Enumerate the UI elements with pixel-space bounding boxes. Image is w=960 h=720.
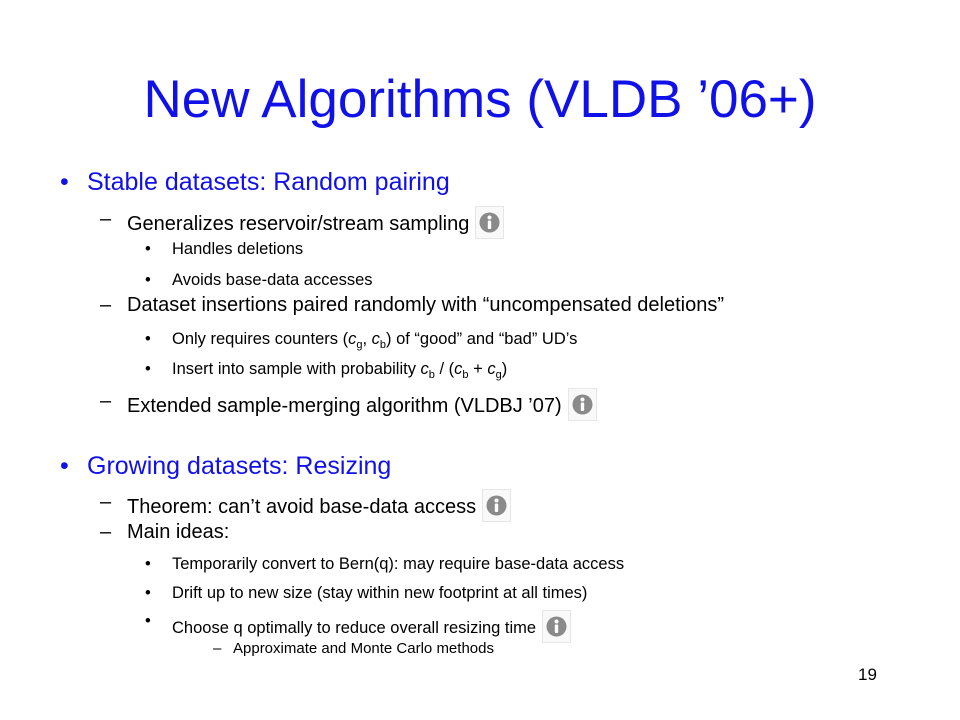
bullet-marker: • [145,555,151,573]
bullet-marker: • [60,452,69,480]
info-icon[interactable] [568,388,597,421]
subsub-text: Choose q optimally to reduce overall resizing time [172,618,537,637]
dash-marker: – [213,640,222,657]
bullet-marker: • [145,240,151,258]
subbullet-line [127,208,504,241]
dash-marker: – [100,208,112,230]
subbullet-text: Theorem: can’t avoid base-data access [127,495,477,518]
dash-marker: – [100,390,112,412]
info-icon[interactable] [542,610,571,643]
bullet-marker: • [145,612,151,630]
subsub-text: Temporarily convert to Bern(q): may require base-data access [172,555,625,573]
subsub-text: Avoids base-data accesses [172,271,373,289]
level4-text: Approximate and Monte Carlo methods [233,640,494,657]
subsub-text: Drift up to new size (stay within new footprint at all times) [172,584,588,602]
subbullet-text: Extended sample-merging algorithm (VLDBJ ’07) [127,394,562,417]
bullet-marker: • [145,360,151,378]
slide-title: New Algorithms (VLDB ’06+) [143,70,817,129]
bullet-marker: • [145,330,151,348]
bullet-marker: • [145,271,151,289]
dash-marker: – [100,294,112,316]
subsub-text: Handles deletions [172,240,304,258]
bullet-text: Growing datasets: Resizing [87,452,392,480]
subbullet-text: Dataset insertions paired randomly with “uncompensated deletions” [127,294,724,316]
subbullet-line [127,491,511,524]
subsub-text: Only requires counters ($c_g$, $c_b$) of “good” and “bad” UD’s [172,330,578,351]
bullet-marker: • [60,168,69,196]
page-number: 19 [858,665,877,684]
dash-marker: – [100,491,112,513]
dash-marker: – [100,521,112,543]
info-icon[interactable] [482,489,511,522]
subsub-text: Insert into sample with probability $c_b / (c_b + c_g)$ [172,360,508,381]
subbullet-text: Main ideas: [127,521,230,543]
subbullet-line [127,390,597,423]
subbullet-text: Generalizes reservoir/stream sampling [127,212,470,235]
info-icon[interactable] [475,206,504,239]
bullet-text: Stable datasets: Random pairing [87,168,450,196]
bullet-marker: • [145,584,151,602]
